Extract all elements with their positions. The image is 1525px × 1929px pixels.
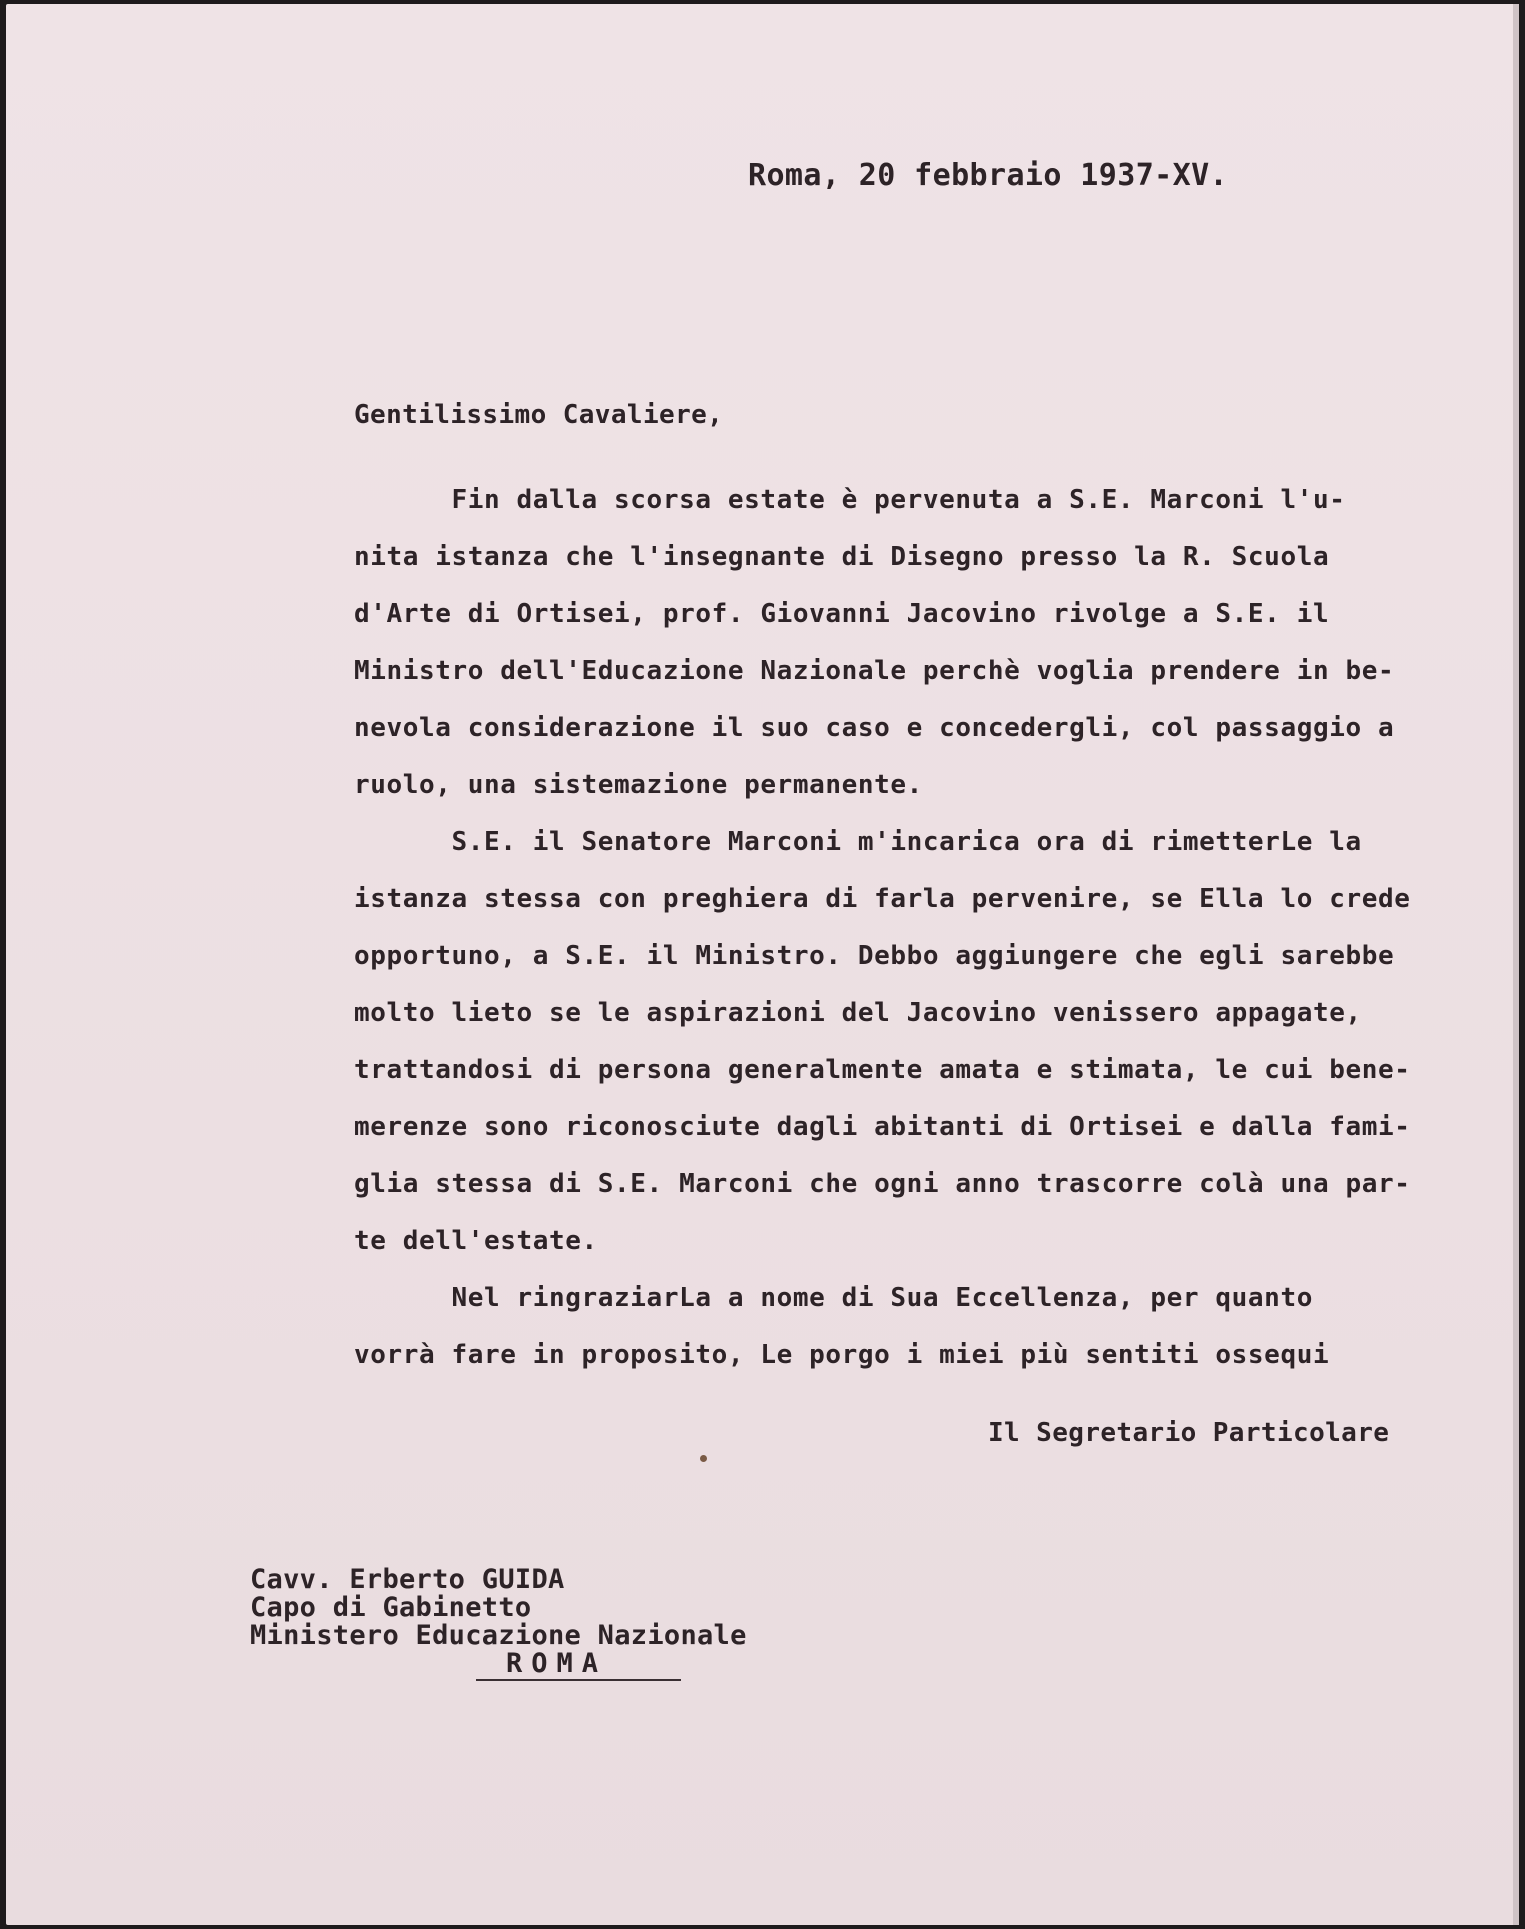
- body-line: Fin dalla scorsa estate è pervenuta a S.E. Marconi l'u-: [354, 485, 1346, 515]
- signature-title: Il Segretario Particolare: [988, 1418, 1390, 1448]
- page-edge: [1513, 4, 1519, 1925]
- body-line: merenze sono riconosciute dagli abitanti di Ortisei e dalla fami-: [354, 1112, 1411, 1142]
- body-line: ruolo, una sistemazione permanente.: [354, 770, 923, 800]
- body-line: vorrà fare in proposito, Le porgo i miei più sentiti ossequi: [354, 1340, 1330, 1370]
- salutation: Gentilissimo Cavaliere,: [354, 400, 724, 430]
- address-line-ministry: Ministero Educazione Nazionale: [250, 1620, 747, 1651]
- address-line-role: Capo di Gabinetto: [250, 1592, 532, 1623]
- body-line: nita istanza che l'insegnante di Disegno presso la R. Scuola: [354, 542, 1330, 572]
- body-line: Nel ringraziarLa a nome di Sua Eccellenza, per quanto: [354, 1283, 1313, 1313]
- address-line-city: ROMA: [506, 1648, 608, 1679]
- paper-spot: [700, 1455, 707, 1462]
- body-line: glia stessa di S.E. Marconi che ogni anno trascorre colà una par-: [354, 1169, 1411, 1199]
- letter-date: Roma, 20 febbraio 1937-XV.: [748, 158, 1228, 193]
- body-line: molto lieto se le aspirazioni del Jacovino venissero appagate,: [354, 998, 1362, 1028]
- body-line: nevola considerazione il suo caso e concedergli, col passaggio a: [354, 713, 1395, 743]
- body-line: istanza stessa con preghiera di farla pervenire, se Ella lo crede: [354, 884, 1411, 914]
- body-line: te dell'estate.: [354, 1226, 598, 1256]
- address-line-name: Cavv. Erberto GUIDA: [250, 1564, 565, 1595]
- body-line: d'Arte di Ortisei, prof. Giovanni Jacovino rivolge a S.E. il: [354, 599, 1330, 629]
- body-line: S.E. il Senatore Marconi m'incarica ora di rimetterLe la: [354, 827, 1362, 857]
- body-line: opportuno, a S.E. il Ministro. Debbo aggiungere che egli sarebbe: [354, 941, 1395, 971]
- body-line: trattandosi di persona generalmente amata e stimata, le cui bene-: [354, 1055, 1411, 1085]
- body-line: Ministro dell'Educazione Nazionale perchè voglia prendere in be-: [354, 656, 1395, 686]
- city-underline: [476, 1679, 681, 1681]
